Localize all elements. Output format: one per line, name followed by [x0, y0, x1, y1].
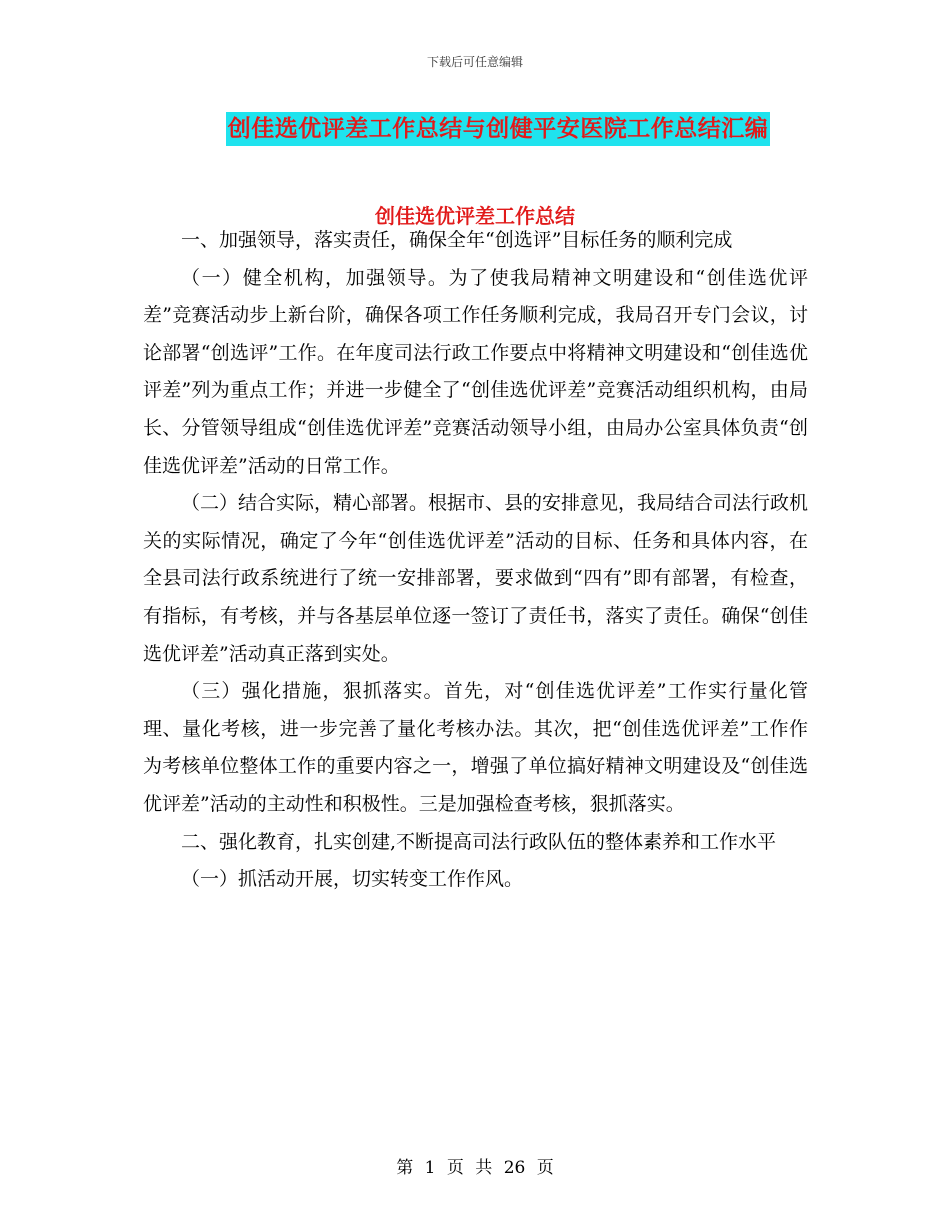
page-footer: 第 1 页 共 26 页: [396, 1158, 554, 1178]
document-title: [0, 112, 950, 146]
heading-2: 二、强化教育，扎实创建,不断提高司法行政队伍的整体素养和工作水平: [181, 830, 777, 853]
paragraph: （三）强化措施，狠抓落实。首先，对“创佳选优评差”工作实行量化管理、量化考核，进一步完善了量化考核办法。其次，把“创佳选优评差”工作作为考核单位整体工作的重要内容之一，增强了单位搞好精神文明建设及“创佳选优评差”活动的主动性和积极性。三是加强检查考核，狠抓落实。: [143, 680, 808, 815]
document-title-text: 创佳选优评差工作总结与创健平安医院工作总结汇编: [226, 112, 771, 146]
document-body: [143, 222, 808, 899]
heading-1: 一、加强领导，落实责任，确保全年“创选评”目标任务的顺利完成: [181, 229, 733, 251]
paragraph: （二）结合实际，精心部署。根据市、县的安排意见，我局结合司法行政机关的实际情况，确定了今年“创佳选优评差”活动的目标、任务和具体内容，在全县司法行政系统进行了统一安排部署，要求做到“四有”即有部署，有检查，有指标，有考核，并与各基层单位逐一签订了责任书，落实了责任。确保“创佳选优评差”活动真正落到实处。: [143, 492, 809, 665]
paragraph: （一）健全机构，加强领导。为了使我局精神文明建设和“创佳选优评差”竞赛活动步上新台阶，确保各项工作任务顺利完成，我局召开专门会议，讨论部署“创选评”工作。在年度司法行政工作要点中将精神文明建设和“创佳选优评差”列为重点工作；并进一步健全了“创佳选优评差”竞赛活动组织机构，由局长、分管领导组成“创佳选优评差”竞赛活动领导小组，由局办公室具体负责“创佳选优评差”活动的日常工作。: [143, 266, 808, 477]
paragraph: （一）抓活动开展，切实转变工作作风。: [181, 868, 524, 891]
section-title: 创佳选优评差工作总结: [375, 204, 575, 228]
header-note: 下载后可任意编辑: [426, 55, 523, 69]
